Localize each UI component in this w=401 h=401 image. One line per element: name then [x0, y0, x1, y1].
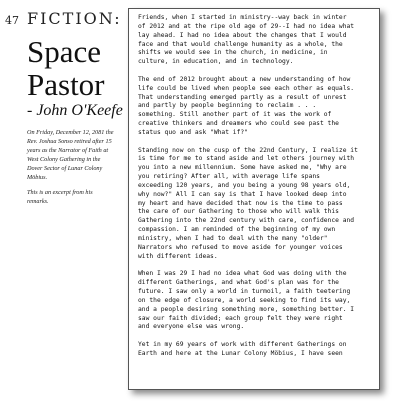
- intro-paragraph-1: On Friday, December 12, 2081 the Rev. Joshua Sonso retired after 15 years as the Narrator of Faith at West Colony Gathering in the Dover Sector of Lunar Colony Möbius.: [27, 129, 114, 181]
- title-line-2: Pastor: [27, 67, 105, 102]
- excerpt-paragraph-5: Yet in my 69 years of work with different Gatherings on Earth and here at the Lunar Colony Möbius, I have seen: [138, 341, 347, 357]
- title-line-1: Space: [27, 34, 102, 69]
- excerpt-paragraph-3: Standing now on the cusp of the 22nd Century, I realize it is time for me to stand aside and let others journey with you into a new millennium. Some have asked me, "Why are you retiring? After all, with average life spans exceeding 120 years, and you being a young 98 years old, why now?" All I can say is that I have looked deep into my heart and have decided that now is the time to pass the care of our Gathering to those who will walk this Gathering into the 22nd century with care, confidence and compassion. I am reminded of the beginning of my own ministry, when I had to deal with the many "older" Narrators who refused to move aside for younger voices with different ideas.: [138, 146, 358, 260]
- excerpt-paragraph-1: Friends, when I started in ministry--way back in winter of 2012 and at the ripe old age of 29--I had no idea what lay ahead. I had no idea about the changes that I would face and that would challenge humanity as a whole, the shifts we would see in the church, in medicine, in culture, in education, and in technology.: [138, 14, 355, 66]
- page-number: 47: [5, 14, 19, 27]
- excerpt-panel: [128, 8, 380, 390]
- story-title: [27, 35, 105, 101]
- section-label: FICTION:: [27, 9, 122, 28]
- excerpt-paragraph-4: When I was 29 I had no idea what God was doing with the different Gatherings, and what God's plan was for the future. I saw only a world in turmoil, a faith teetering on the edge of closure, a world seeking to find its way, and a people desiring something more, something better. I saw our faith divided; each group felt they were right and everyone else was wrong.: [138, 270, 355, 331]
- excerpt-paragraph-2: The end of 2012 brought about a new understanding of how life could be lived when people see each other as equals. That understanding emerged partly as a result of unrest and partly by people beginning to reclaim . . . something. Still another part of it was the work of creative thinkers and dreamers who could see past the status quo and ask "What if?": [138, 75, 355, 136]
- author-byline: - John O'Keefe: [27, 102, 123, 119]
- intro-text: [27, 129, 115, 214]
- intro-paragraph-2: This is an excerpt from his remarks.: [27, 189, 93, 206]
